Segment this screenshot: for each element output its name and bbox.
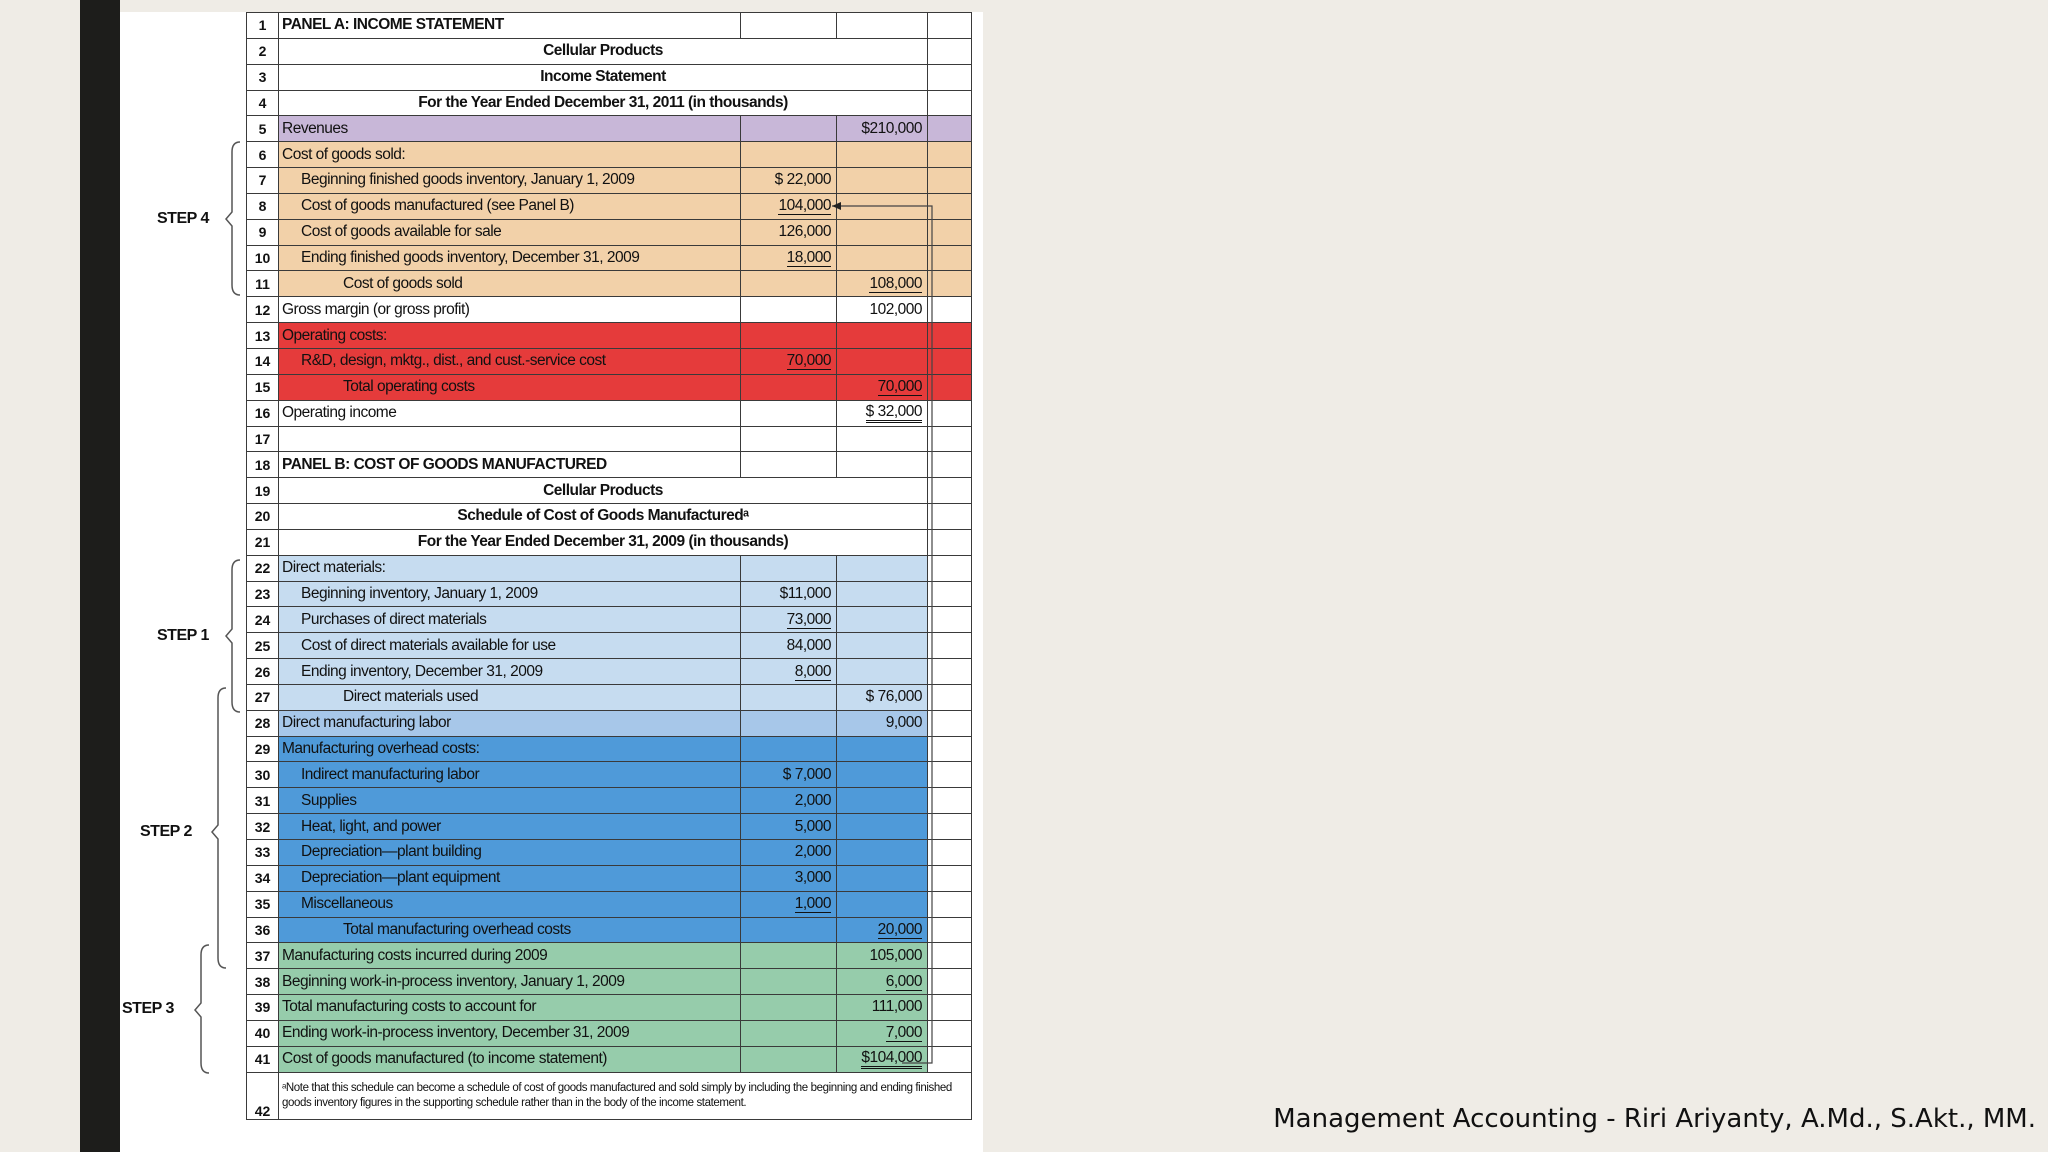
row-number: 26: [247, 659, 279, 685]
row-label: Cost of direct materials available for use: [279, 633, 741, 659]
row-label: Cost of goods manufactured (see Panel B): [279, 193, 741, 219]
row-number: 36: [247, 917, 279, 943]
row-label: Direct materials used: [279, 684, 741, 710]
row-number: 29: [247, 736, 279, 762]
row-label: Direct manufacturing labor: [279, 710, 741, 736]
row-label: Gross margin (or gross profit): [279, 297, 741, 323]
row-label: Depreciation—plant building: [279, 840, 741, 866]
row-number: 10: [247, 245, 279, 271]
row-number: 32: [247, 814, 279, 840]
value-col-2-text: 108,000: [869, 274, 922, 292]
row-number: 12: [247, 297, 279, 323]
row-number: 41: [247, 1046, 279, 1072]
row-number: 20: [247, 504, 279, 530]
row-number: 21: [247, 529, 279, 555]
row-number: 24: [247, 607, 279, 633]
row-number: 16: [247, 400, 279, 426]
value-col-2-text: $210,000: [861, 119, 922, 137]
row-label: Cost of goods sold:: [279, 142, 741, 168]
row-number: 33: [247, 840, 279, 866]
row-number: 34: [247, 865, 279, 891]
row-number: 8: [247, 193, 279, 219]
row-label: Total operating costs: [279, 374, 741, 400]
footnote-text: ᵃNote that this schedule can become a schedule of cost of goods manufactured and sold simply by including the beginning and ending finished goods inventory figures in the supporting schedule rather than in the body of the income statement.: [282, 1081, 952, 1109]
value-col-2-text: 9,000: [885, 714, 922, 732]
step-2-label: STEP 2: [140, 823, 192, 840]
row-number: 30: [247, 762, 279, 788]
row-label: For the Year Ended December 31, 2009 (in thousands): [279, 529, 928, 555]
row-number: 9: [247, 219, 279, 245]
value-col-2-text: 105,000: [869, 946, 922, 964]
value-col-1-text: 18,000: [786, 249, 831, 267]
step-3-label: STEP 3: [122, 1000, 174, 1017]
row-label: PANEL A: INCOME STATEMENT: [279, 13, 741, 39]
row-label: Cost of goods available for sale: [279, 219, 741, 245]
value-col-2-text: 7,000: [885, 1024, 922, 1042]
value-col-1-text: 104,000: [778, 197, 831, 215]
value-col-2-text: 20,000: [877, 920, 922, 938]
row-number: 23: [247, 581, 279, 607]
row-label: Income Statement: [279, 64, 928, 90]
row-label: PANEL B: COST OF GOODS MANUFACTURED: [279, 452, 741, 478]
row-label: Ending inventory, December 31, 2009: [279, 659, 741, 685]
row-number: 22: [247, 555, 279, 581]
row-number: 14: [247, 348, 279, 374]
value-col-1-text: $ 22,000: [774, 171, 831, 189]
row-number: 37: [247, 943, 279, 969]
row-label: Schedule of Cost of Goods Manufacturedᵃ: [279, 504, 928, 530]
step-4-label: STEP 4: [157, 210, 209, 227]
row-number: 19: [247, 478, 279, 504]
value-col-2-text: $ 76,000: [865, 688, 922, 706]
row-number: 17: [247, 426, 279, 452]
row-label: Beginning inventory, January 1, 2009: [279, 581, 741, 607]
row-label: Heat, light, and power: [279, 814, 741, 840]
row-number: 11: [247, 271, 279, 297]
row-number: 42: [247, 1072, 279, 1119]
row-number: 4: [247, 90, 279, 116]
value-col-2-text: 102,000: [869, 300, 922, 318]
row-number: 2: [247, 38, 279, 64]
step-1-label: STEP 1: [157, 627, 209, 644]
row-number: 27: [247, 684, 279, 710]
row-label: R&D, design, mktg., dist., and cust.-service cost: [279, 348, 741, 374]
row-number: 1: [247, 13, 279, 39]
value-col-2-text: 111,000: [871, 998, 922, 1016]
value-col-1-text: 3,000: [794, 869, 831, 887]
value-col-1-text: 70,000: [786, 352, 831, 370]
row-label: Purchases of direct materials: [279, 607, 741, 633]
row-number: 3: [247, 64, 279, 90]
row-number: 28: [247, 710, 279, 736]
row-label: Manufacturing costs incurred during 2009: [279, 943, 741, 969]
cogm-arrowhead: [832, 202, 841, 210]
row-label: Depreciation—plant equipment: [279, 865, 741, 891]
row-number: 40: [247, 1020, 279, 1046]
row-number: 13: [247, 323, 279, 349]
row-label: Cost of goods sold: [279, 271, 741, 297]
row-label: For the Year Ended December 31, 2011 (in thousands): [279, 90, 928, 116]
row-label: Ending finished goods inventory, December 31, 2009: [279, 245, 741, 271]
row-label: Cost of goods manufactured (to income statement): [279, 1046, 741, 1072]
value-col-1-text: 84,000: [786, 636, 831, 654]
row-number: 35: [247, 891, 279, 917]
row-label: Operating costs:: [279, 323, 741, 349]
row-number: 39: [247, 995, 279, 1021]
value-col-1-text: 2,000: [794, 791, 831, 809]
row-label: Supplies: [279, 788, 741, 814]
value-col-1-text: $ 7,000: [782, 765, 831, 783]
value-col-1-text: $11,000: [779, 584, 831, 602]
row-label: Total manufacturing costs to account for: [279, 995, 741, 1021]
row-label: Total manufacturing overhead costs: [279, 917, 741, 943]
row-number: 7: [247, 168, 279, 194]
row-number: 15: [247, 374, 279, 400]
value-col-1-text: 5,000: [794, 817, 831, 835]
row-label: Ending work-in-process inventory, December 31, 2009: [279, 1020, 741, 1046]
row-number: 5: [247, 116, 279, 142]
value-col-1-text: 8,000: [794, 662, 831, 680]
value-col-1-text: 1,000: [794, 895, 831, 913]
row-number: 31: [247, 788, 279, 814]
row-label: Indirect manufacturing labor: [279, 762, 741, 788]
value-col-1-text: 2,000: [794, 843, 831, 861]
row-label: Cellular Products: [279, 478, 928, 504]
slide-caption: Management Accounting - Riri Ariyanty, A.Md., S.Akt., MM.: [1273, 1104, 2036, 1134]
row-label: Cellular Products: [279, 38, 928, 64]
row-label: Revenues: [279, 116, 741, 142]
value-col-2-text: $104,000: [861, 1050, 922, 1069]
value-col-2-text: 70,000: [877, 378, 922, 396]
row-number: 6: [247, 142, 279, 168]
row-label: Manufacturing overhead costs:: [279, 736, 741, 762]
row-number: 38: [247, 969, 279, 995]
row-label: Beginning work-in-process inventory, January 1, 2009: [279, 969, 741, 995]
row-label: Operating income: [279, 400, 741, 426]
value-col-2-text: $ 32,000: [866, 404, 922, 423]
value-col-1-text: 126,000: [778, 223, 831, 241]
value-col-2-text: 6,000: [885, 972, 922, 990]
value-col-1-text: 73,000: [786, 610, 831, 628]
row-number: 18: [247, 452, 279, 478]
row-label: Beginning finished goods inventory, January 1, 2009: [279, 168, 741, 194]
row-number: 25: [247, 633, 279, 659]
row-label: Direct materials:: [279, 555, 741, 581]
row-label: Miscellaneous: [279, 891, 741, 917]
cogm-link-line: [832, 206, 932, 1063]
